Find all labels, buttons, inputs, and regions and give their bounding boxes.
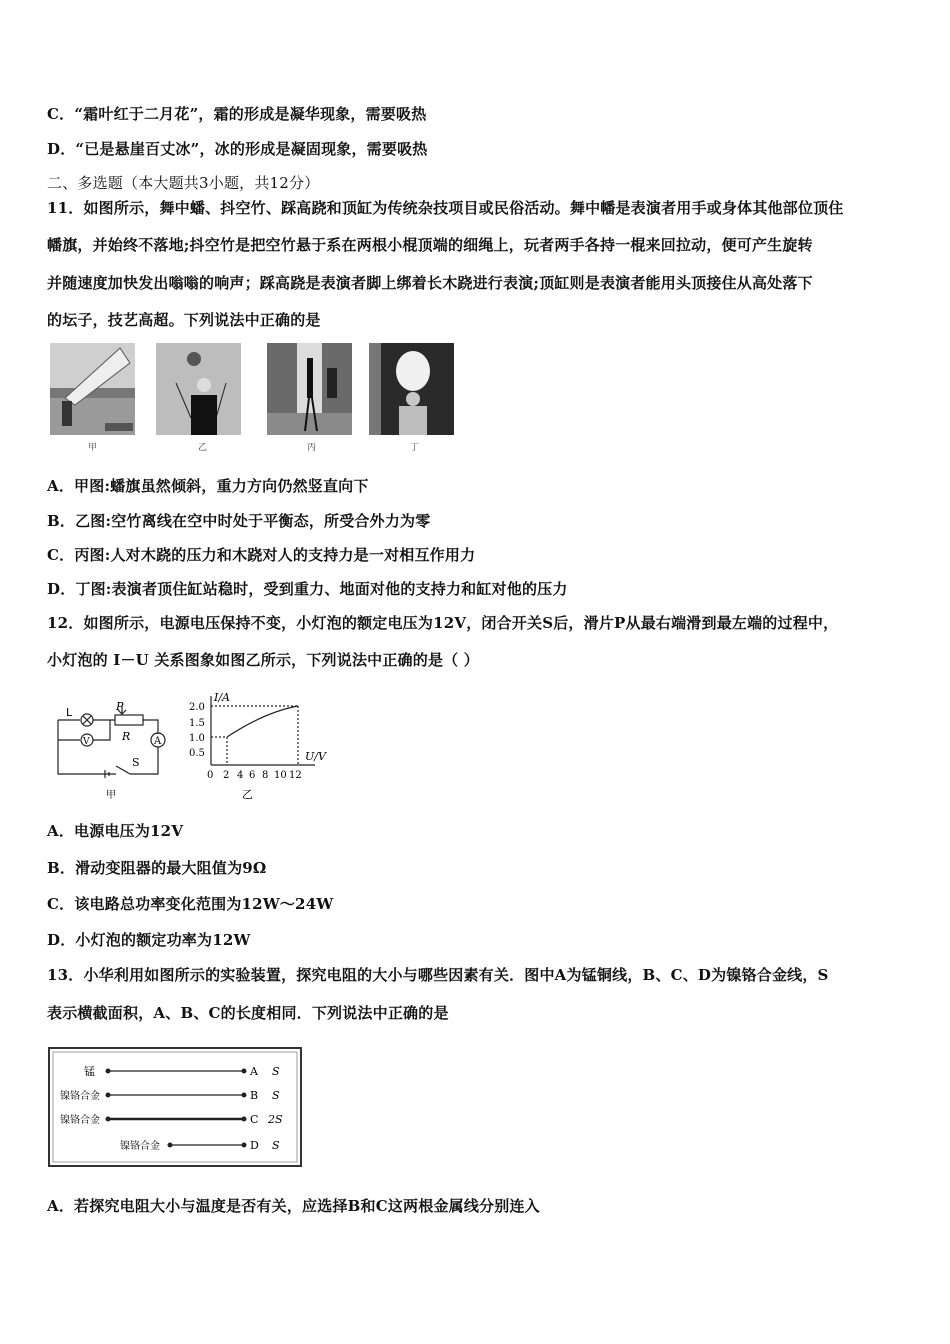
q13-text-1: 13．小华利用如图所示的实验装置，探究电阻的大小与哪些因素有关．图中A为锰铜线，B、C、D为镍铬合金线，S — [47, 966, 829, 984]
q11-text-1: 11．如图所示，舞中蟠、抖空竹、踩高跷和顶缸为传统杂技项目或民俗活动。舞中幡是表演者用手或身体其他部位顶住 — [47, 199, 844, 217]
photo-ding — [369, 343, 454, 435]
resistor-symbol — [115, 715, 143, 725]
q12-text-2: 小灯泡的 I－U 关系图象如图乙所示，下列说法中正确的是（ ） — [47, 651, 479, 669]
wire-a-material: 锰 — [84, 1065, 95, 1078]
q11-option-d: D．丁图:表演者顶住缸站稳时，受到重力、地面对他的支持力和缸对他的压力 — [47, 580, 568, 598]
wire-c-area: 2S — [268, 1113, 283, 1126]
wire-d-material: 镍铬合金 — [120, 1141, 160, 1152]
xtick-6: 6 — [249, 770, 256, 781]
photo-bing — [267, 343, 352, 435]
option-c-q10: C．“霜叶红于二月花”，霜的形成是凝华现象，需要吸热 — [47, 105, 427, 123]
q11-option-b: B．乙图:空竹离线在空中时处于平衡态，所受合外力为零 — [47, 512, 431, 530]
circuit-label-ammeter: A — [154, 736, 162, 747]
q11-text-2: 幡旗，并始终不落地;抖空竹是把空竹悬于系在两根小棍顶端的细绳上，玩者两手各持一棍来回拉动，便可产生旋转 — [47, 236, 813, 254]
xtick-10: 10 — [274, 770, 287, 781]
q12-option-d: D．小灯泡的额定功率为12W — [47, 931, 251, 949]
iu-curve — [227, 706, 298, 737]
xtick-12: 12 — [289, 770, 302, 781]
q11-option-a: A．甲图:蟠旗虽然倾斜，重力方向仍然竖直向下 — [47, 477, 369, 495]
photo-caption-ding: 丁 — [410, 443, 420, 453]
xtick-4: 4 — [237, 770, 244, 781]
photo-caption-jia: 甲 — [88, 443, 98, 453]
circuit-label-resistor: R — [122, 730, 131, 743]
circuit-label-lamp: L — [66, 706, 73, 719]
circuit-label-voltmeter: V — [83, 737, 90, 747]
graph-xlabel: U/V — [305, 750, 326, 763]
wire-a-letter: A — [250, 1065, 258, 1078]
circuit-caption: 甲 — [106, 790, 116, 801]
q11-text-4: 的坛子，技艺高超。下列说法中正确的是 — [47, 311, 321, 329]
wire-b-material: 镍铬合金 — [60, 1091, 100, 1102]
ytick-2-0: 2.0 — [189, 702, 205, 713]
switch-symbol — [116, 766, 130, 774]
q12-text-1: 12．如图所示，电源电压保持不变，小灯泡的额定电压为12V，闭合开关S后，滑片P从最右端滑到最左端的过程中， — [47, 614, 839, 632]
q11-text-3: 并随速度加快发出嗡嗡的响声；踩高跷是表演者脚上绑着长木跷进行表演;顶缸则是表演者能用头顶接住从高处落下 — [47, 274, 813, 292]
option-d-q10: D．“已是悬崖百丈冰”，冰的形成是凝固现象，需要吸热 — [47, 140, 428, 158]
circuit-label-slider: P — [116, 700, 124, 713]
q12-option-a: A．电源电压为12V — [47, 822, 184, 840]
wire-c-letter: C — [250, 1113, 259, 1126]
wires-diagram — [48, 1047, 304, 1169]
circuit-diagram — [50, 698, 180, 802]
wire-d-letter: D — [250, 1139, 259, 1152]
ytick-0-5: 0.5 — [189, 748, 205, 759]
xtick-8: 8 — [262, 770, 269, 781]
q12-option-c: C．该电路总功率变化范围为12W～24W — [47, 895, 334, 913]
wire-c-material: 镍铬合金 — [60, 1115, 100, 1126]
ytick-1-0: 1.0 — [189, 733, 205, 744]
section-heading: 二、多选题（本大题共3小题，共12分） — [47, 174, 320, 192]
wire-b-letter: B — [250, 1089, 259, 1102]
q11-option-c: C．丙图:人对木跷的压力和木跷对人的支持力是一对相互作用力 — [47, 546, 476, 564]
iu-graph — [185, 690, 335, 802]
xtick-2: 2 — [223, 770, 230, 781]
graph-ylabel: I/A — [214, 691, 230, 704]
ytick-1-5: 1.5 — [189, 718, 205, 729]
q12-option-b: B．滑动变阻器的最大阻值为9Ω — [47, 859, 267, 877]
graph-caption: 乙 — [242, 788, 253, 801]
q13-text-2: 表示横截面积，A、B、C的长度相同．下列说法中正确的是 — [47, 1004, 449, 1022]
circuit-label-switch: S — [132, 756, 140, 769]
photo-caption-yi: 乙 — [198, 443, 208, 453]
xtick-0: 0 — [207, 770, 214, 781]
wire-a-area: S — [272, 1065, 280, 1078]
wire-d-area: S — [272, 1139, 280, 1152]
wire-b-area: S — [272, 1089, 280, 1102]
photo-jia — [50, 343, 135, 435]
photo-caption-bing: 丙 — [307, 443, 317, 453]
photo-yi — [156, 343, 241, 435]
q13-option-a: A．若探究电阻大小与温度是否有关，应选择B和C这两根金属线分别连入 — [47, 1197, 540, 1215]
